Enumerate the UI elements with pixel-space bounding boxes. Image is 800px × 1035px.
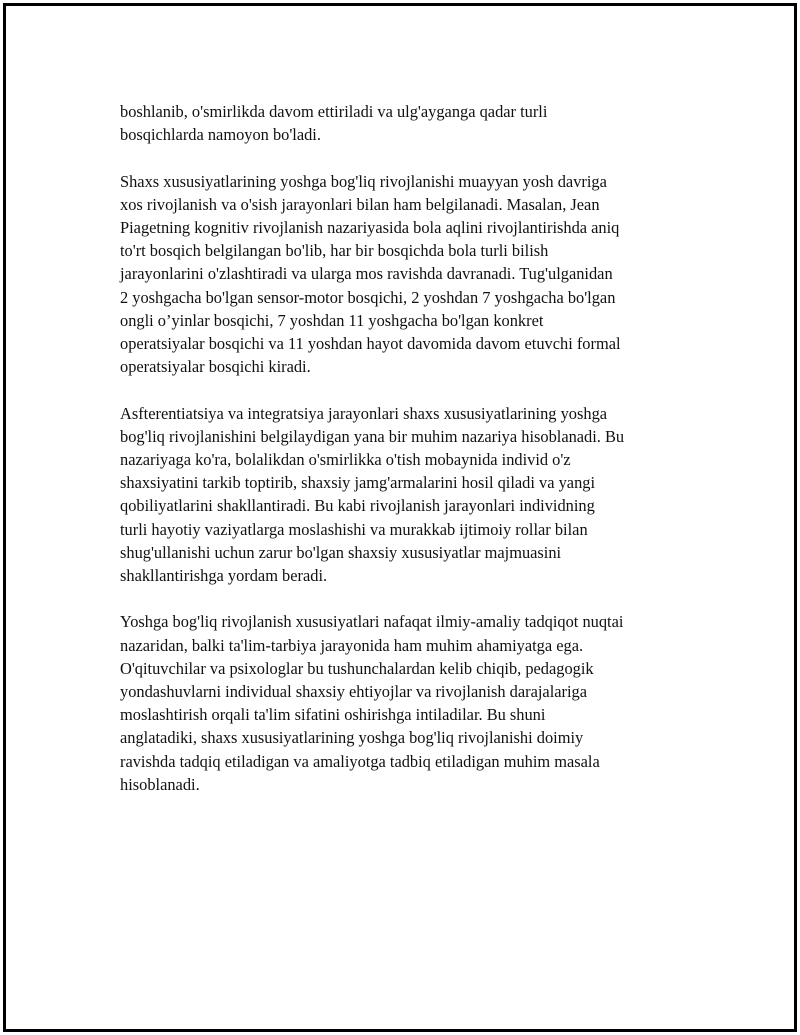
page-frame (3, 3, 797, 1032)
paragraph-1 (120, 100, 710, 146)
text-line: anglatadiki, shaxs xususiyatlarining yoshga bog'liq rivojlanishi doimiy (120, 728, 584, 748)
paragraph-4 (120, 610, 710, 796)
text-line: Yoshga bog'liq rivojlanish xususiyatlari nafaqat ilmiy-amaliy tadqiqot nuqtai (120, 612, 624, 632)
text-line: bosqichlarda namoyon bo'ladi. (120, 125, 321, 145)
text-line: hisoblanadi. (120, 774, 200, 794)
text-line: O'qituvchilar va psixologlar bu tushunchalardan kelib chiqib, pedagogik (120, 658, 594, 678)
text-line: operatsiyalar bosqichi kiradi. (120, 357, 311, 377)
document-body (120, 100, 710, 819)
text-line: ravishda tadqiq etiladigan va amaliyotga tadbiq etiladigan muhim masala (120, 751, 600, 771)
text-line: yondashuvlarni individual shaxsiy ehtiyojlar va rivojlanish darajalariga (120, 682, 588, 702)
text-line: xos rivojlanish va o'sish jarayonlari bilan ham belgilanadi. Masalan, Jean (120, 194, 600, 214)
text-line: moslashtirish orqali ta'lim sifatini oshirishga intiladilar. Bu shuni (120, 705, 546, 725)
text-line: shug'ullanishi uchun zarur bo'lgan shaxsiy xususiyatlar majmuasini (120, 542, 562, 562)
text-line: Shaxs xususiyatlarining yoshga bog'liq rivojlanishi muayyan yosh davriga (120, 171, 607, 191)
text-line: Asfterentiatsiya va integratsiya jarayonlari shaxs xususiyatlarining yoshga (120, 403, 608, 423)
text-line: turli hayotiy vaziyatlarga moslashishi va murakkab ijtimoiy rollar bilan (120, 519, 588, 539)
paragraph-2 (120, 170, 710, 379)
text-line: shaxsiyatini tarkib toptirib, shaxsiy jamg'armalarini hosil qiladi va yangi (120, 473, 596, 493)
text-line: qobiliyatlarini shakllantiradi. Bu kabi rivojlanish jarayonlari individning (120, 496, 595, 516)
text-line: to'rt bosqich belgilangan bo'lib, har bir bosqichda bola turli bilish (120, 241, 549, 261)
text-line: shakllantirishga yordam beradi. (120, 566, 328, 586)
text-line: boshlanib, o'smirlikda davom ettiriladi va ulg'ayganga qadar turli (120, 102, 548, 121)
text-line: Piagetning kognitiv rivojlanish nazariyasida bola aqlini rivojlantirishda aniq (120, 218, 620, 237)
text-line: nazaridan, balki ta'lim-tarbiya jarayonida ham muhim ahamiyatga ega. (120, 635, 584, 655)
text-line: jarayonlarini o'zlashtiradi va ularga mos ravishda davranadi. Tug'ulganidan (120, 264, 613, 284)
paragraph-3 (120, 402, 710, 588)
text-line: nazariyaga ko'ra, bolalikdan o'smirlikka o'tish mobaynida individ o'z (120, 450, 571, 470)
text-line: operatsiyalar bosqichi va 11 yoshdan hayot davomida davom etuvchi formal (120, 334, 621, 354)
text-line: 2 yoshgacha bo'lgan sensor-motor bosqichi, 2 yoshdan 7 yoshgacha bo'lgan (120, 287, 616, 307)
text-line: ongli o’yinlar bosqichi, 7 yoshdan 11 yoshgacha bo'lgan konkret (120, 310, 544, 330)
text-line: bog'liq rivojlanishini belgilaydigan yana bir muhim nazariya hisoblanadi. Bu (120, 426, 625, 446)
